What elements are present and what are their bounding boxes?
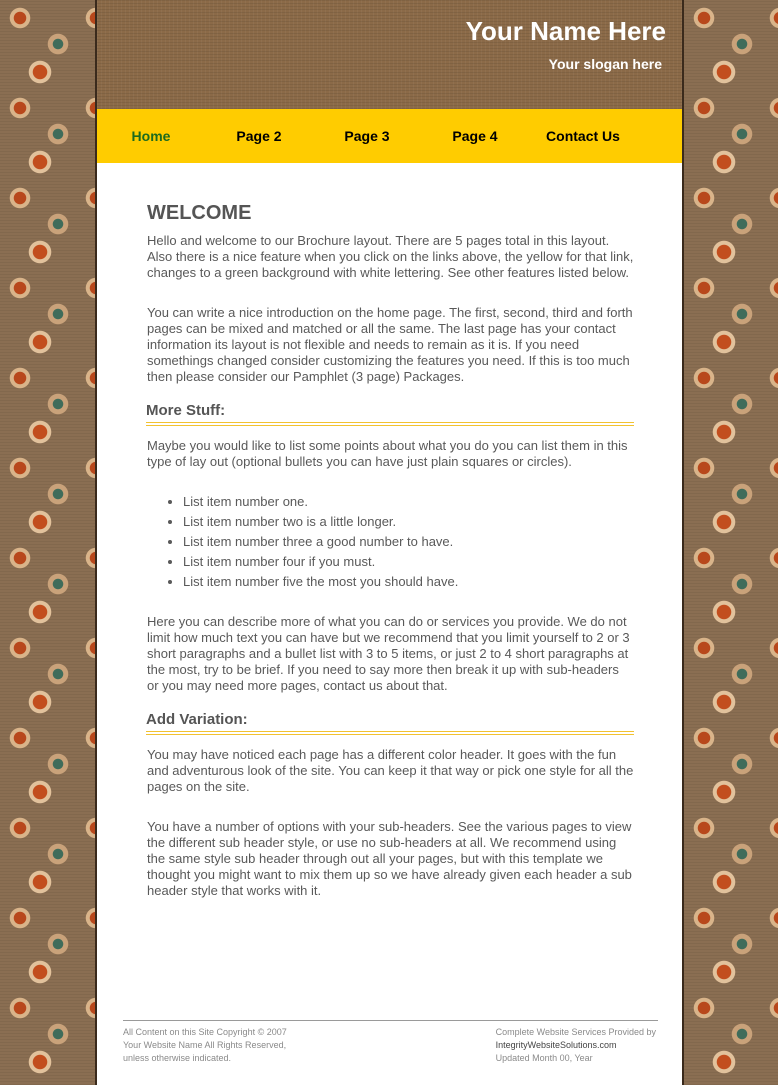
variation-paragraph-1: You may have noticed each page has a different color header. It goes with the fun and adventurous look of the site. You can keep it that way or pick one style for all the pages on the site. bbox=[147, 747, 634, 794]
footer-copyright-line: Your Website Name All Rights Reserved, bbox=[123, 1040, 287, 1050]
nav-home[interactable]: Home bbox=[131, 128, 171, 144]
site-header bbox=[97, 0, 682, 109]
subheader-add-variation: Add Variation: bbox=[146, 712, 634, 735]
list-item: • List item number two is a little longer. bbox=[183, 514, 634, 530]
nav-page-2[interactable]: Page 2 bbox=[236, 128, 282, 144]
site-name: Your Name Here bbox=[465, 16, 666, 46]
list-item: • List item number five the most you should have. bbox=[183, 574, 634, 590]
site-footer bbox=[123, 1020, 658, 1065]
footer-updated: Updated Month 00, Year bbox=[495, 1053, 593, 1063]
footer-copyright-line: unless otherwise indicated. bbox=[123, 1053, 232, 1063]
footer-credit-link[interactable]: IntegrityWebsiteSolutions.com bbox=[495, 1040, 617, 1050]
site-slogan: Your slogan here bbox=[548, 56, 662, 72]
subheader-more-stuff: More Stuff: bbox=[146, 403, 634, 426]
page-container bbox=[95, 0, 684, 1085]
nav-page-4[interactable]: Page 4 bbox=[452, 128, 498, 144]
intro-paragraph-2: You can write a nice introduction on the home page. The first, second, third and forth pages can be mixed and matched or all the same. The last page has your contact information its layout is not flexible and needs to remain as it is. If you need somethings changed consider customizing the features you need. If this is too much then please consider our Pamphlet (3 page) Packages. bbox=[147, 305, 633, 384]
list-item: • List item number three a good number to have. bbox=[183, 534, 634, 550]
main-nav bbox=[97, 109, 682, 163]
more-stuff-paragraph: Maybe you would like to list some points about what you do you can list them in this type of lay out (optional bullets you can have just plain squares or circles). bbox=[147, 438, 628, 469]
footer-copyright bbox=[123, 1026, 287, 1065]
nav-page-3[interactable]: Page 3 bbox=[344, 128, 390, 144]
services-paragraph: Here you can describe more of what you can do or services you provide. We do not limit how much text you can have but we recommend that you limit yourself to 2 or 3 short paragraphs and a bullet list with 3 to 5 items, or just 2 to 4 short paragraphs at the most, try to be brief. If you need to say more then break it up with sub-headers or you may need more pages, contact us about that. bbox=[147, 614, 630, 693]
nav-contact-us[interactable]: Contact Us bbox=[546, 128, 620, 144]
footer-credits bbox=[496, 1026, 658, 1065]
list-item: • List item number one. bbox=[183, 494, 634, 510]
variation-paragraph-2: You have a number of options with your sub-headers. See the various pages to view the different sub header style, or use no sub-headers at all. We recommend using the same style sub header through out all your pages, but with this template we thought you might want to mix them up so we have already given each header a sub header style that works with it. bbox=[147, 819, 632, 898]
bullet-list bbox=[183, 494, 634, 590]
main-content bbox=[97, 163, 682, 899]
intro-paragraph-1: Hello and welcome to our Brochure layout. There are 5 pages total in this layout. Also there is a nice feature when you click on the links above, the yellow for that link, changes to a green background with white lettering. See other features listed below. bbox=[147, 233, 634, 280]
list-item: • List item number four if you must. bbox=[183, 554, 634, 570]
footer-credit-line: Complete Website Services Provided by bbox=[495, 1027, 656, 1037]
footer-copyright-line: All Content on this Site Copyright © 2007 bbox=[123, 1027, 287, 1037]
page-title: WELCOME bbox=[147, 202, 252, 224]
